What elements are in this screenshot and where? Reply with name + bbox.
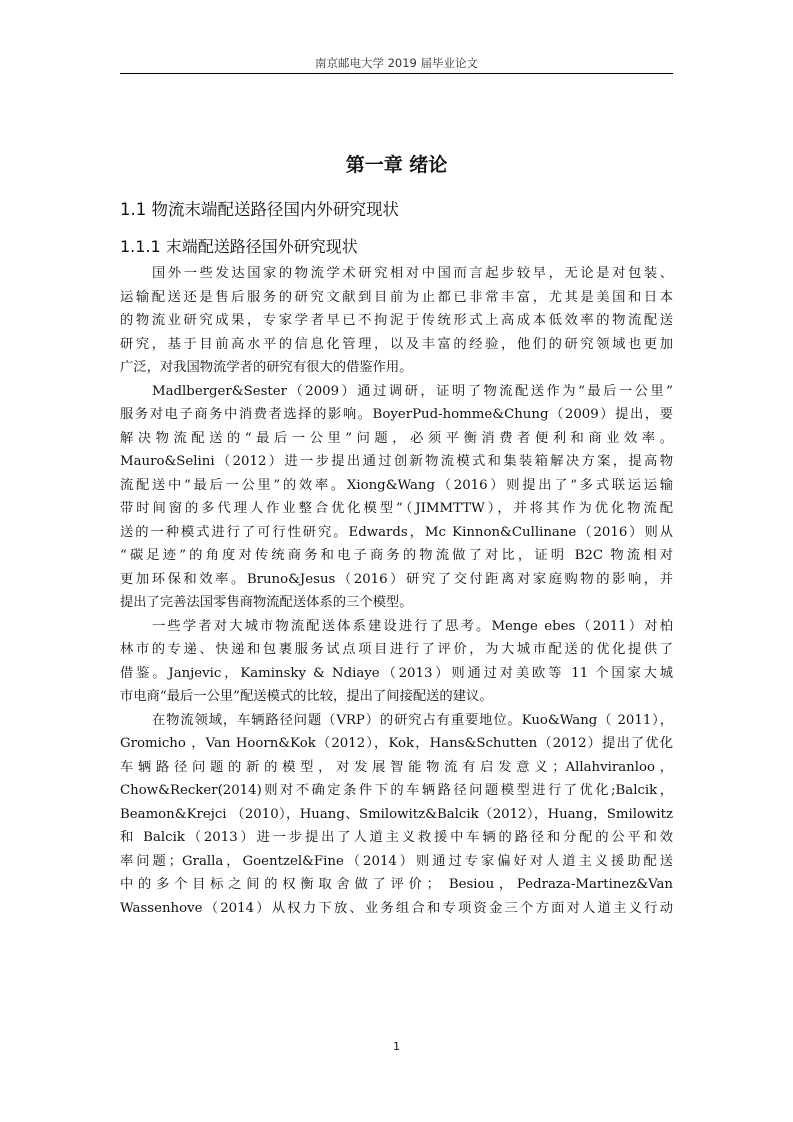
text-line: 解决物流配送的“最后一公里”问题，必须平衡消费者便利和商业效率。	[120, 430, 673, 446]
text-line: 提出了完善法国零售商物流配送体系的三个模型。	[120, 595, 413, 610]
text-line: “碳足迹”的角度对传统商务和电子商务的物流做了对比，证明 B2C 物流相对	[120, 548, 673, 563]
paragraph	[120, 709, 673, 921]
text-line: 的物流业研究成果，专家学者早已不拘泥于传统形式上高成本低效率的物流配送	[120, 313, 673, 328]
text-line: 一些学者对大城市物流配送体系建设进行了思考。Menge ebes（2011）对柏	[152, 618, 673, 634]
section-title: 1.1 物流末端配送路径国内外研究现状	[120, 200, 399, 219]
text-line: Wassenhove（2014）从权力下放、业务组合和专项资金三个方面对人道主义行动	[120, 900, 673, 916]
chapter-title: 第一章 绪论	[345, 154, 448, 176]
text-line: 国外一些发达国家的物流学术研究相对中国而言起步较早，无论是对包装、	[152, 266, 673, 281]
body-text	[120, 262, 673, 920]
page-number: 1	[393, 1040, 400, 1053]
text-line: 流配送中“最后一公里”的效率。Xiong&Wang（2016）则提出了“多式联运运输	[120, 477, 673, 493]
text-line: 研究，基于目前高水平的信息化管理，以及丰富的经验，他们的研究领域也更加	[120, 336, 673, 352]
text-line: Gromicho ，Van Hoorn&Kok（2012），Kok，Hans&Schutten（2012）提出了优化	[120, 736, 673, 751]
text-line: 车辆路径问题的新的模型，对发展智能物流有启发意义；Allahviranloo，	[120, 759, 673, 775]
text-line: 服务对电子商务中消费者选择的影响。BoyerPud-homme&Chung（2009）提出，要	[120, 407, 673, 422]
text-line: 更加环保和效率。Bruno&Jesus（2016）研究了交付距离对家庭购物的影响，并	[120, 571, 673, 587]
text-line: 运输配送还是售后服务的研究文献到目前为止都已非常丰富，尤其是美国和日本	[120, 289, 673, 305]
subsection-title: 1.1.1 末端配送路径国外研究现状	[120, 237, 358, 256]
header-divider	[120, 73, 673, 74]
text-line: 带时间窗的多代理人作业整合优化模型”（JIMMTTW），并将其作为优化物流配	[120, 501, 673, 516]
running-header: 南京邮电大学 2019 届毕业论文	[314, 56, 479, 70]
text-line: 市电商“最后一公里”配送模式的比较，提出了间接配送的建议。	[120, 689, 493, 704]
text-line: 广泛，对我国物流学者的研究有很大的借鉴作用。	[120, 360, 413, 375]
text-line: Madlberger&Sester（2009）通过调研，证明了物流配送作为“最后一公里”	[152, 383, 673, 399]
text-line: Mauro&Selini（2012）进一步提出通过创新物流模式和集装箱解决方案，提高物	[120, 454, 673, 469]
text-line: 中的多个目标之间的权衡取舍做了评价； Besiou，Pedraza-Martinez&Van	[120, 877, 673, 892]
text-line: 和 Balcik（2013）进一步提出了人道主义救援中车辆的路径和分配的公平和效	[120, 830, 673, 845]
text-line: 在物流领域，车辆路径问题（VRP）的研究占有重要地位。Kuo&Wang（ 2011），	[152, 712, 673, 728]
text-line: 率问题；Gralla，Goentzel&Fine（2014）则通过专家偏好对人道主义援助配送	[120, 853, 673, 869]
text-line: 送的一种模式进行了可行性研究。Edwards，Mc Kinnon&Cullinane（2016）则从	[120, 524, 673, 540]
text-line: 林市的专递、快递和包裹服务试点项目进行了评价，为大城市配送的优化提供了	[120, 642, 673, 657]
paragraph	[120, 380, 673, 615]
paragraph	[120, 262, 673, 380]
text-line: Beamon&Krejci （2010），Huang、Smilowitz&Balcik（2012），Huang，Smilowitz	[120, 806, 673, 822]
paragraph	[120, 615, 673, 709]
text-line: Chow&Recker(2014)则对不确定条件下的车辆路径问题模型进行了优化;Balcik，	[120, 783, 673, 798]
text-line: 借鉴。Janjevic，Kaminsky & Ndiaye（2013）则通过对美欧等 11 个国家大城	[120, 665, 673, 681]
